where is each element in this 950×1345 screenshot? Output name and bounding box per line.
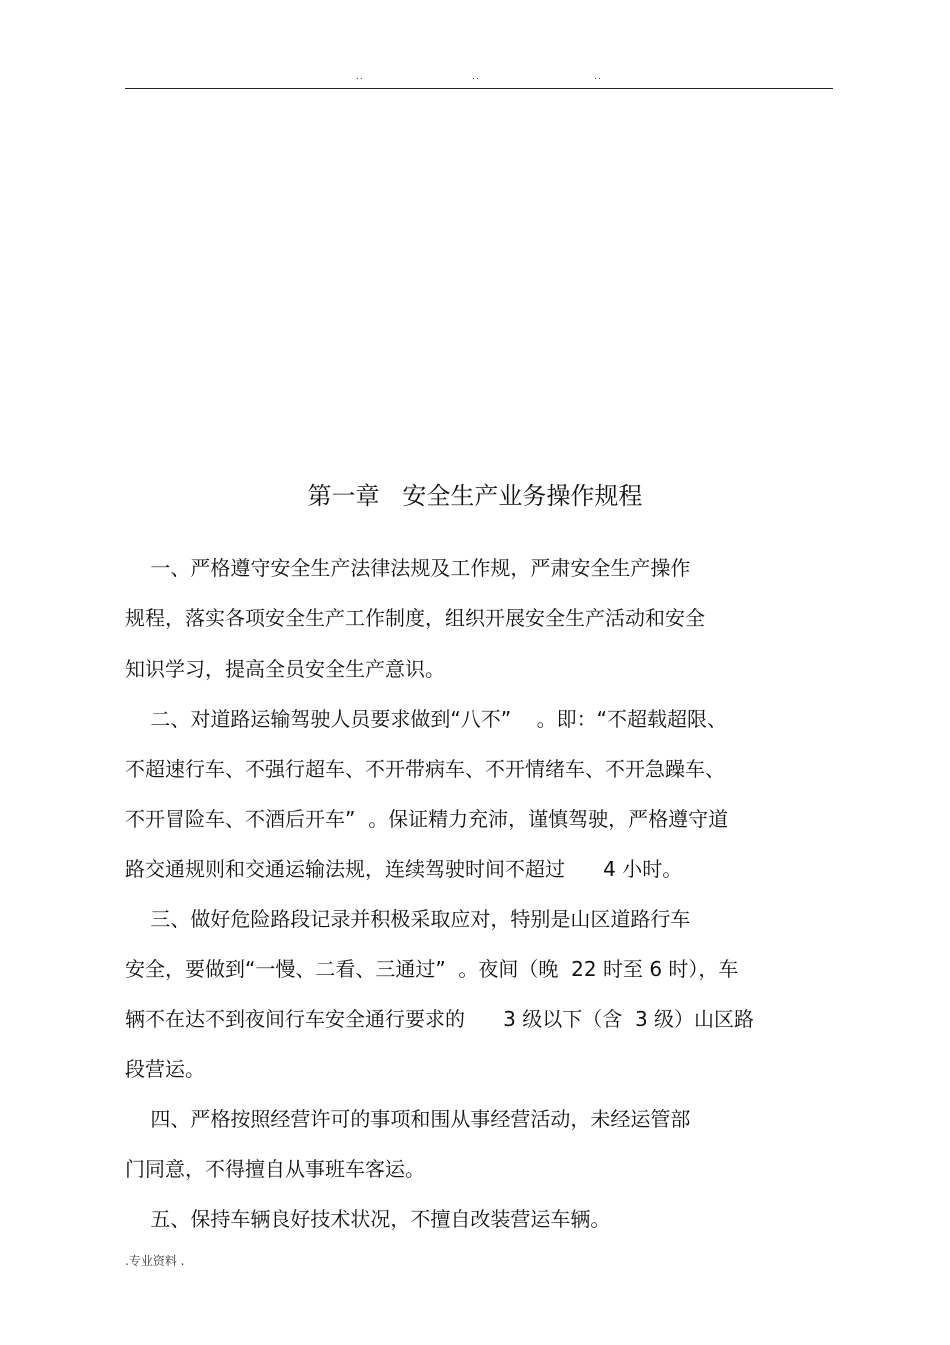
header-dot-left: ..: [356, 72, 364, 82]
text-line: 不开冒险车、不酒后开车” 。保证精力充沛，谨慎驾驶，严格遵守道: [125, 807, 729, 831]
page-footer: .专业资料 .: [125, 1254, 185, 1268]
text-line: 辆不在达不到夜间行车安全通行要求的 3 级以下（含 3 级）山区路: [125, 1007, 755, 1031]
header-dot-center: ..: [472, 72, 480, 82]
text-line: 规程，落实各项安全生产工作制度，组织开展安全生产活动和安全: [125, 606, 705, 630]
text-line: 段营运。: [125, 1057, 205, 1081]
chapter-title: 第一章 安全生产业务操作规程: [307, 482, 643, 510]
header-dot-right: ..: [594, 72, 602, 82]
text-line: 一、严格遵守安全生产法律法规及工作规，严肃安全生产操作: [125, 556, 691, 580]
text-line: 四、严格按照经营许可的事项和围从事经营活动，未经运管部: [125, 1107, 691, 1131]
text-line: 不超速行车、不强行超车、不开带病车、不开情绪车、不开急躁车、: [125, 757, 725, 781]
header-rule: [125, 88, 833, 89]
text-line: 路交通规则和交通运输法规，连续驾驶时间不超过 4 小时。: [125, 857, 683, 881]
text-line: 三、做好危险路段记录并积极采取应对，特别是山区道路行车: [125, 907, 691, 931]
text-line: 安全，要做到“一慢、二看、三通过” 。夜间（晚 22 时至 6 时），车: [125, 957, 739, 981]
text-line: 门同意，不得擅自从事班车客运。: [125, 1157, 425, 1181]
text-line: 二、对道路运输驾驶人员要求做到“八不” 。即：“不超载超限、: [125, 707, 727, 731]
text-line: 知识学习，提高全员安全生产意识。: [125, 657, 445, 681]
text-line: 五、保持车辆良好技术状况，不擅自改装营运车辆。: [125, 1207, 611, 1231]
